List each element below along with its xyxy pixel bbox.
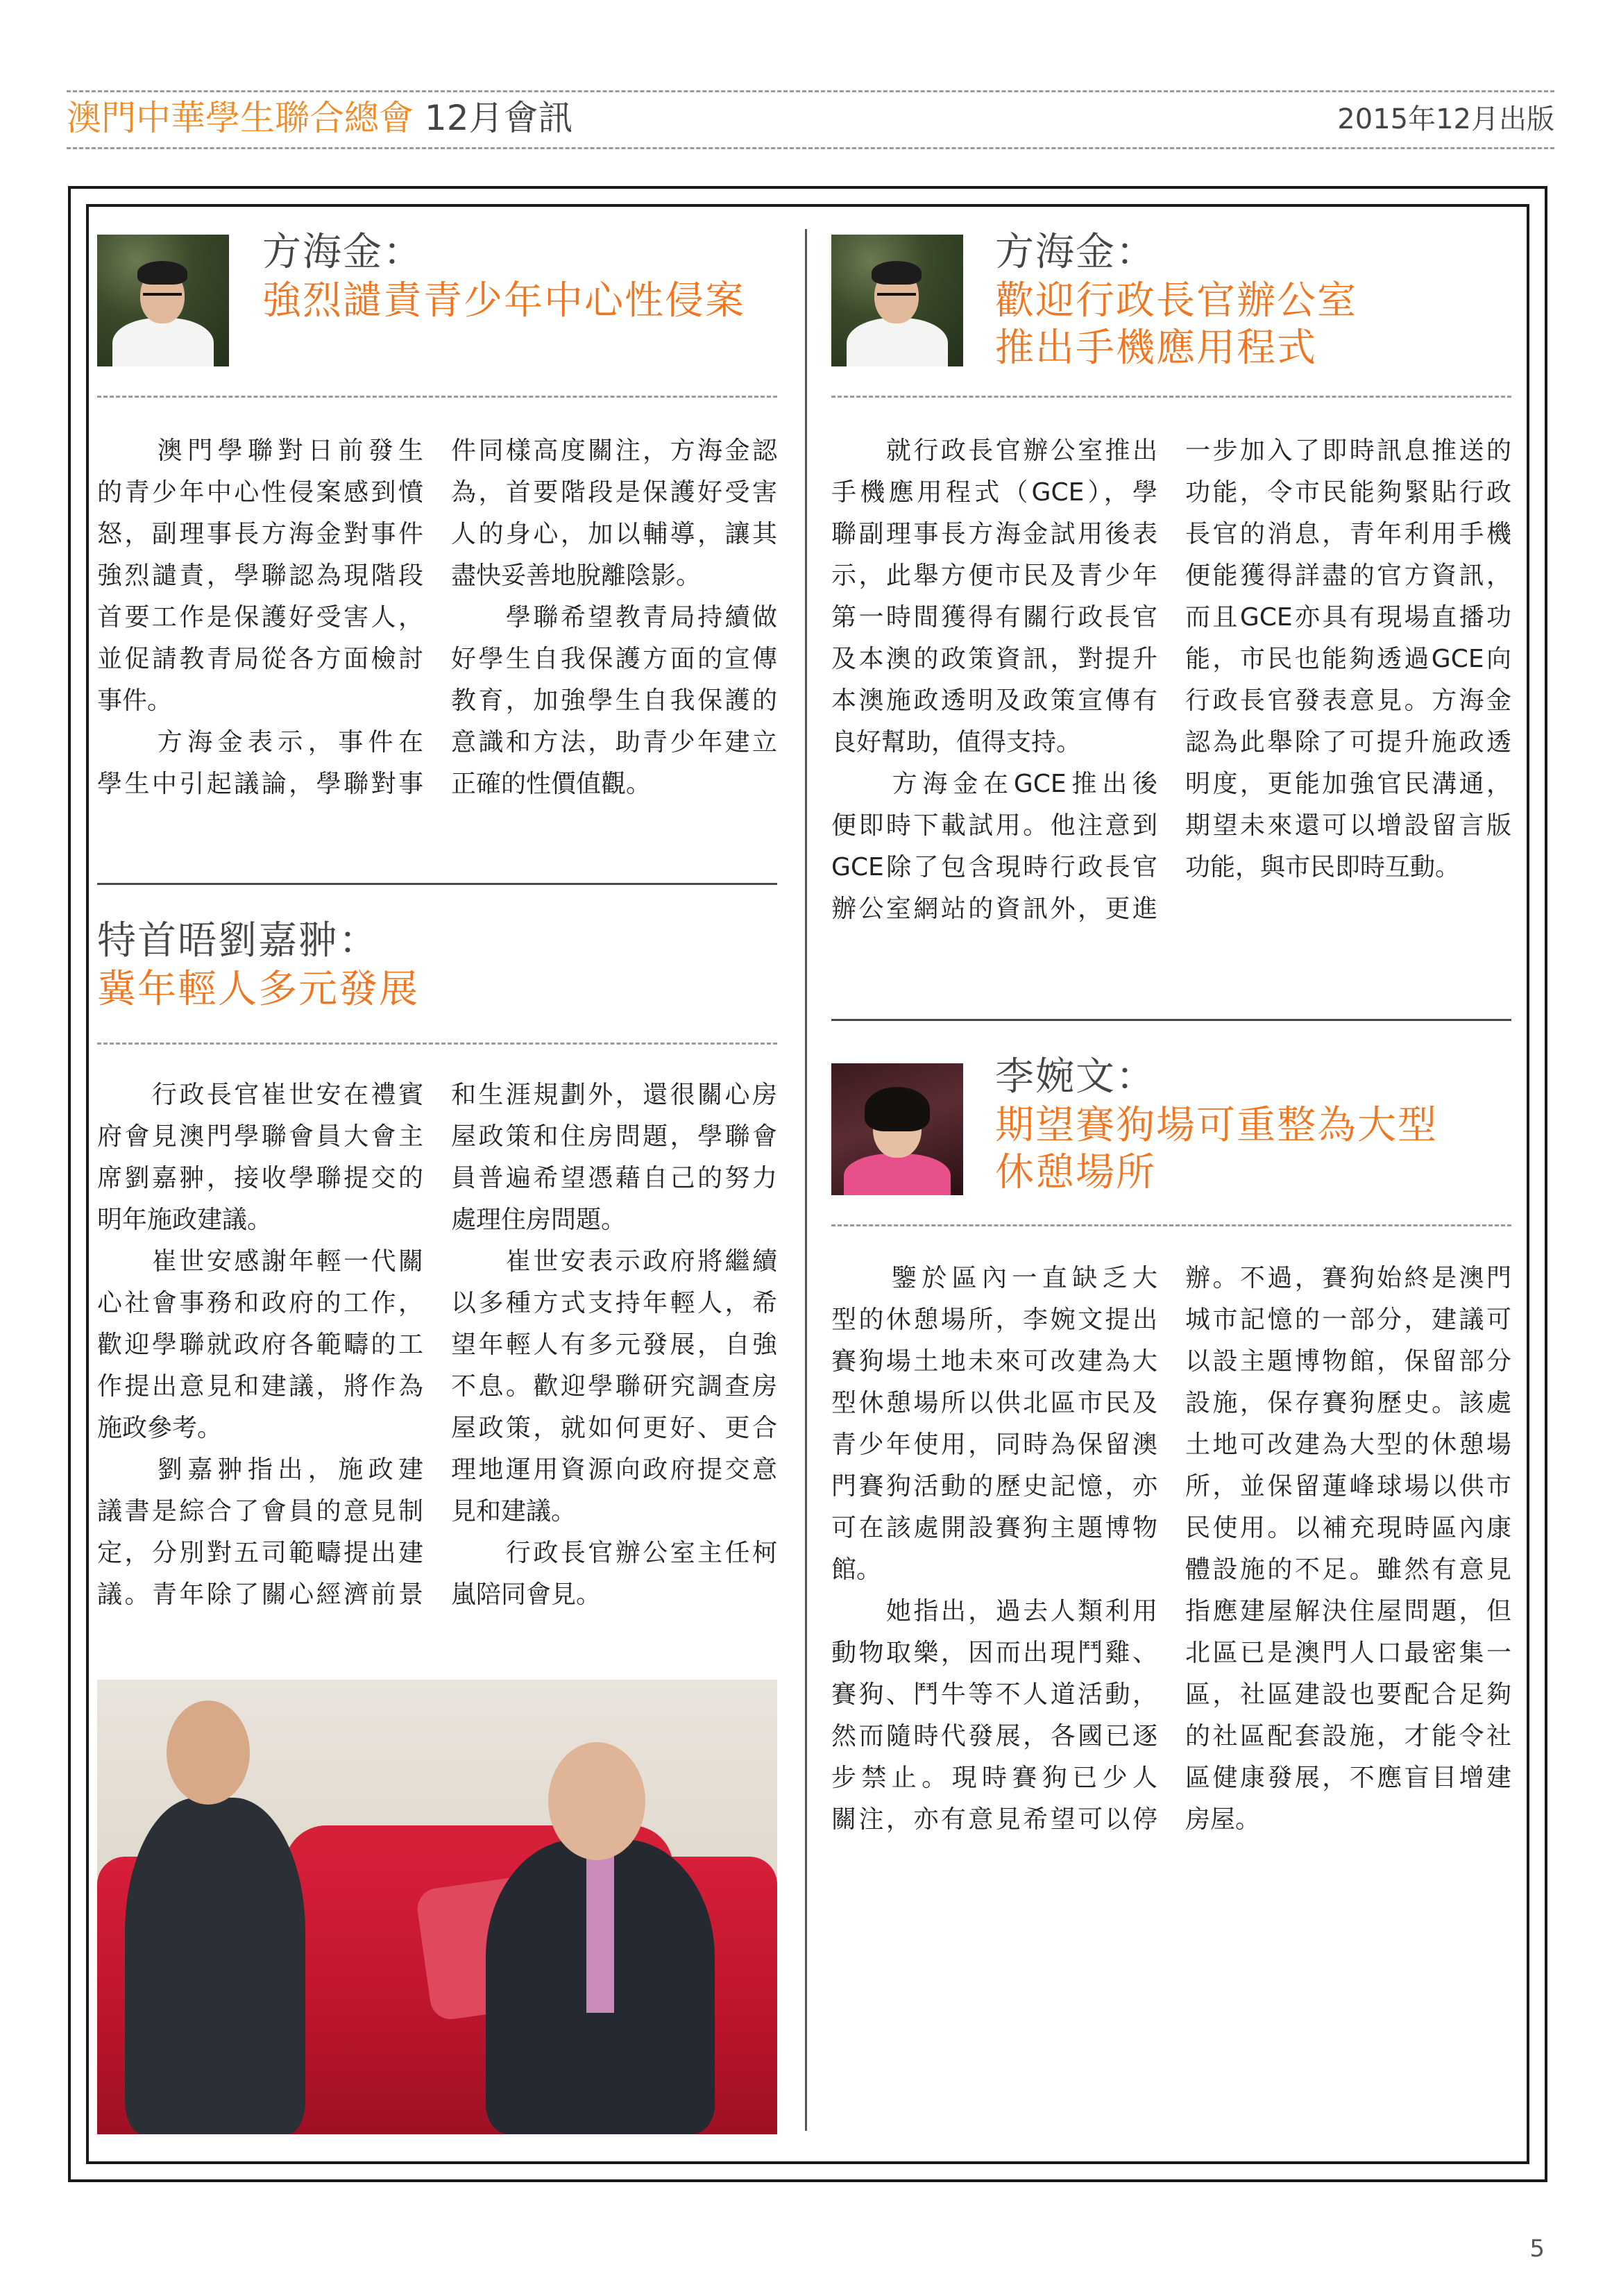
text-line: 不息。歡迎學聯研究調查房 (451, 1372, 777, 1401)
text-line: 議書是綜合了會員的意見制 (97, 1497, 423, 1526)
text-line: 崔世安表示政府將繼續 (451, 1247, 777, 1276)
article1-headline (262, 278, 745, 325)
article3-col1 (831, 430, 1157, 930)
text-line: 崔世安感謝年輕一代關 (97, 1247, 423, 1276)
article1-rule (97, 396, 777, 398)
text-line: 認為此舉除了可提升施政透 (1185, 728, 1511, 757)
article2-headline (97, 966, 419, 1013)
text-line: 並促請教青局從各方面檢討 (97, 645, 423, 673)
text-line: 門賽狗活動的歷史記憶，亦 (831, 1472, 1157, 1501)
text-line: 見和建議。 (451, 1497, 577, 1526)
text-line: 件同樣高度關注，方海金認 (451, 437, 777, 465)
text-line: 議。青年除了關心經濟前景 (97, 1580, 423, 1609)
text-line: 良好幫助，值得支持。 (831, 728, 1082, 757)
text-line: 型休憩場所以供北區市民及 (831, 1389, 1157, 1417)
article1-col1 (97, 430, 423, 805)
young-man-face (167, 1700, 250, 1805)
text-line: 然而隨時代發展，各國已逐 (831, 1722, 1157, 1750)
issue-label: 12月會訊 (414, 98, 573, 138)
text-line: 為，首要階段是保護好受害 (451, 478, 777, 507)
text-line: 行政長官發表意見。方海金 (1185, 686, 1511, 715)
article3-headline (995, 278, 1357, 372)
text-line: 型的休憩場所，李婉文提出 (831, 1306, 1157, 1334)
text-line: 處理住房問題。 (451, 1206, 627, 1234)
text-line: 澳門學聯對日前發生 (97, 437, 423, 465)
text-line: 劉嘉翀指出，施政建 (97, 1455, 423, 1484)
article2-col1 (97, 1074, 423, 1616)
tie (586, 1846, 614, 2013)
text-line: 的青少年中心性侵案感到憤 (97, 478, 423, 507)
text-line: 青少年使用，同時為保留澳 (831, 1430, 1157, 1459)
text-line: 明度，更能加強官民溝通， (1185, 770, 1511, 798)
article2-rule (97, 1043, 777, 1045)
text-line: 聯副理事長方海金試用後表 (831, 520, 1157, 548)
text-line: 以多種方式支持年輕人，希 (451, 1289, 777, 1317)
text-line: 人的身心，加以輔導，讓其 (451, 520, 777, 548)
text-line: 明年施政建議。 (97, 1206, 273, 1234)
text-line: 理地運用資源向政府提交意 (451, 1455, 777, 1484)
text-line: GCE除了包含現時行政長官 (831, 853, 1157, 881)
portrait-fang-2 (831, 235, 963, 366)
text-line: 區健康發展，不應盲目增建 (1185, 1764, 1511, 1792)
article4-headline-line: 期望賽狗場可重整為大型 (995, 1103, 1438, 1148)
text-line: 心社會事務和政府的工作， (97, 1289, 423, 1317)
text-line: 體設施的不足。雖然有意見 (1185, 1555, 1511, 1584)
text-line: 和生涯規劃外，還很關心房 (451, 1081, 777, 1109)
article3-end-rule (831, 1019, 1511, 1021)
text-line: 土地可改建為大型的休憩場 (1185, 1430, 1511, 1459)
article1-col2 (451, 430, 777, 805)
text-line: 城市記憶的一部分，建議可 (1185, 1306, 1511, 1334)
article4-headline (995, 1102, 1438, 1197)
text-line: 好學生自我保護方面的宣傳 (451, 645, 777, 673)
text-line: 辦公室網站的資訊外，更進 (831, 895, 1157, 923)
text-line: 能，市民也能夠透過GCE向 (1185, 645, 1511, 673)
text-line: 一步加入了即時訊息推送的 (1185, 437, 1511, 465)
text-line: 館。 (831, 1555, 882, 1584)
text-line: 行政長官崔世安在禮賓 (97, 1081, 423, 1109)
text-line: 關注，亦有意見希望可以停 (831, 1805, 1157, 1834)
text-line: 她指出，過去人類利用 (831, 1597, 1157, 1626)
text-line: 賽狗場土地未來可改建為大 (831, 1347, 1157, 1376)
text-line: 望年輕人有多元發展，自強 (451, 1331, 777, 1359)
text-line: 指應建屋解決住屋問題，但 (1185, 1597, 1511, 1626)
text-line: 就行政長官辦公室推出 (831, 437, 1157, 465)
text-line: 便能獲得詳盡的官方資訊， (1185, 562, 1511, 590)
text-line: 方海金表示，事件在 (97, 728, 423, 757)
article4-col1 (831, 1258, 1157, 1841)
text-line: 手機應用程式（GCE），學 (831, 478, 1157, 507)
text-line: 員普遍希望憑藉自己的努力 (451, 1164, 777, 1192)
text-line: 席劉嘉翀，接收學聯提交的 (97, 1164, 423, 1192)
text-line: 首要工作是保護好受害人， (97, 603, 423, 632)
portrait-lee (831, 1063, 963, 1195)
portrait-fang-1 (97, 235, 229, 366)
article2-col2 (451, 1074, 777, 1616)
text-line: 可在該處開設賽狗主題博物 (831, 1514, 1157, 1542)
newsletter-title (67, 96, 573, 140)
text-line: 賽狗、鬥牛等不人道活動， (831, 1680, 1157, 1709)
article1-end-rule (97, 883, 777, 885)
article2-name: 特首晤劉嘉翀： (97, 918, 379, 963)
text-line: 北區已是澳門人口最密集一 (1185, 1639, 1511, 1667)
text-line: 教育，加強學生自我保護的 (451, 686, 777, 715)
article4-rule (831, 1224, 1511, 1226)
text-line: 方海金在GCE推出後 (831, 770, 1157, 798)
column-divider (805, 229, 807, 2131)
publish-date: 2015年12月出版 (1337, 103, 1554, 135)
text-line: 意識和方法，助青少年建立 (451, 728, 777, 757)
text-line: 所，並保留蓮峰球場以供市 (1185, 1472, 1511, 1501)
text-line: 便即時下載試用。他注意到 (831, 811, 1157, 840)
article4-name: 李婉文： (995, 1054, 1156, 1099)
text-line: 的社區配套設施，才能令社 (1185, 1722, 1511, 1750)
article4-headline-line: 休憩場所 (995, 1150, 1156, 1195)
article2-headline-line: 冀年輕人多元發展 (97, 967, 419, 1012)
text-line: 定，分別對五司範疇提出建 (97, 1539, 423, 1567)
text-line: 功能，令市民能夠緊貼行政 (1185, 478, 1511, 507)
text-line: 區，社區建設也要配合足夠 (1185, 1680, 1511, 1709)
header-top-rule (67, 90, 1554, 92)
text-line: 正確的性價值觀。 (451, 770, 652, 798)
text-line: 及本澳的政策資訊，對提升 (831, 645, 1157, 673)
text-line: 嵐陪同會見。 (451, 1580, 602, 1609)
young-man-figure (125, 1798, 305, 2134)
text-line: 功能，與市民即時互動。 (1185, 853, 1461, 881)
article4-col2 (1185, 1258, 1511, 1841)
text-line: 動物取樂，因而出現鬥雞、 (831, 1639, 1157, 1667)
org-name: 澳門中華學生聯合總會 (67, 98, 414, 138)
article3-name: 方海金： (995, 230, 1156, 275)
official-face (548, 1742, 645, 1860)
article3-headline-line: 推出手機應用程式 (995, 326, 1317, 371)
text-line: 行政長官辦公室主任柯 (451, 1539, 777, 1567)
text-line: 歡迎學聯就政府各範疇的工 (97, 1331, 423, 1359)
text-line: 設施，保存賽狗歷史。該處 (1185, 1389, 1511, 1417)
text-line: 房屋。 (1185, 1805, 1261, 1834)
text-line: 以設主題博物館，保留部分 (1185, 1347, 1511, 1376)
text-line: 屋政策和住房問題，學聯會 (451, 1122, 777, 1151)
text-line: 辦。不過，賽狗始終是澳門 (1185, 1264, 1511, 1292)
text-line: 強烈譴責，學聯認為現階段 (97, 562, 423, 590)
header-bottom-rule (67, 147, 1554, 149)
text-line: 期望未來還可以增設留言版 (1185, 811, 1511, 840)
text-line: 盡快妥善地脫離陰影。 (451, 562, 702, 590)
article3-col2 (1185, 430, 1511, 888)
text-line: 鑒於區內一直缺乏大 (831, 1264, 1157, 1292)
text-line: 本澳施政透明及政策宣傳有 (831, 686, 1157, 715)
meeting-photo (97, 1680, 777, 2134)
article1-name: 方海金： (262, 230, 423, 275)
text-line: 而且GCE亦具有現場直播功 (1185, 603, 1511, 632)
article3-rule (831, 396, 1511, 398)
text-line: 示，此舉方便市民及青少年 (831, 562, 1157, 590)
text-line: 學聯希望教青局持續做 (451, 603, 777, 632)
article3-headline-line: 歡迎行政長官辦公室 (995, 278, 1357, 323)
text-line: 長官的消息，青年利用手機 (1185, 520, 1511, 548)
article1-headline-line: 強烈譴責青少年中心性侵案 (262, 278, 745, 323)
text-line: 府會見澳門學聯會員大會主 (97, 1122, 423, 1151)
text-line: 屋政策，就如何更好、更合 (451, 1414, 777, 1442)
text-line: 施政參考。 (97, 1414, 223, 1442)
text-line: 作提出意見和建議，將作為 (97, 1372, 423, 1401)
text-line: 民使用。以補充現時區內康 (1185, 1514, 1511, 1542)
text-line: 事件。 (97, 686, 173, 715)
text-line: 怒，副理事長方海金對事件 (97, 520, 423, 548)
text-line: 步禁止。現時賽狗已少人 (831, 1764, 1157, 1792)
page-number: 5 (1529, 2235, 1545, 2263)
text-line: 第一時間獲得有關行政長官 (831, 603, 1157, 632)
text-line: 學生中引起議論，學聯對事 (97, 770, 423, 798)
